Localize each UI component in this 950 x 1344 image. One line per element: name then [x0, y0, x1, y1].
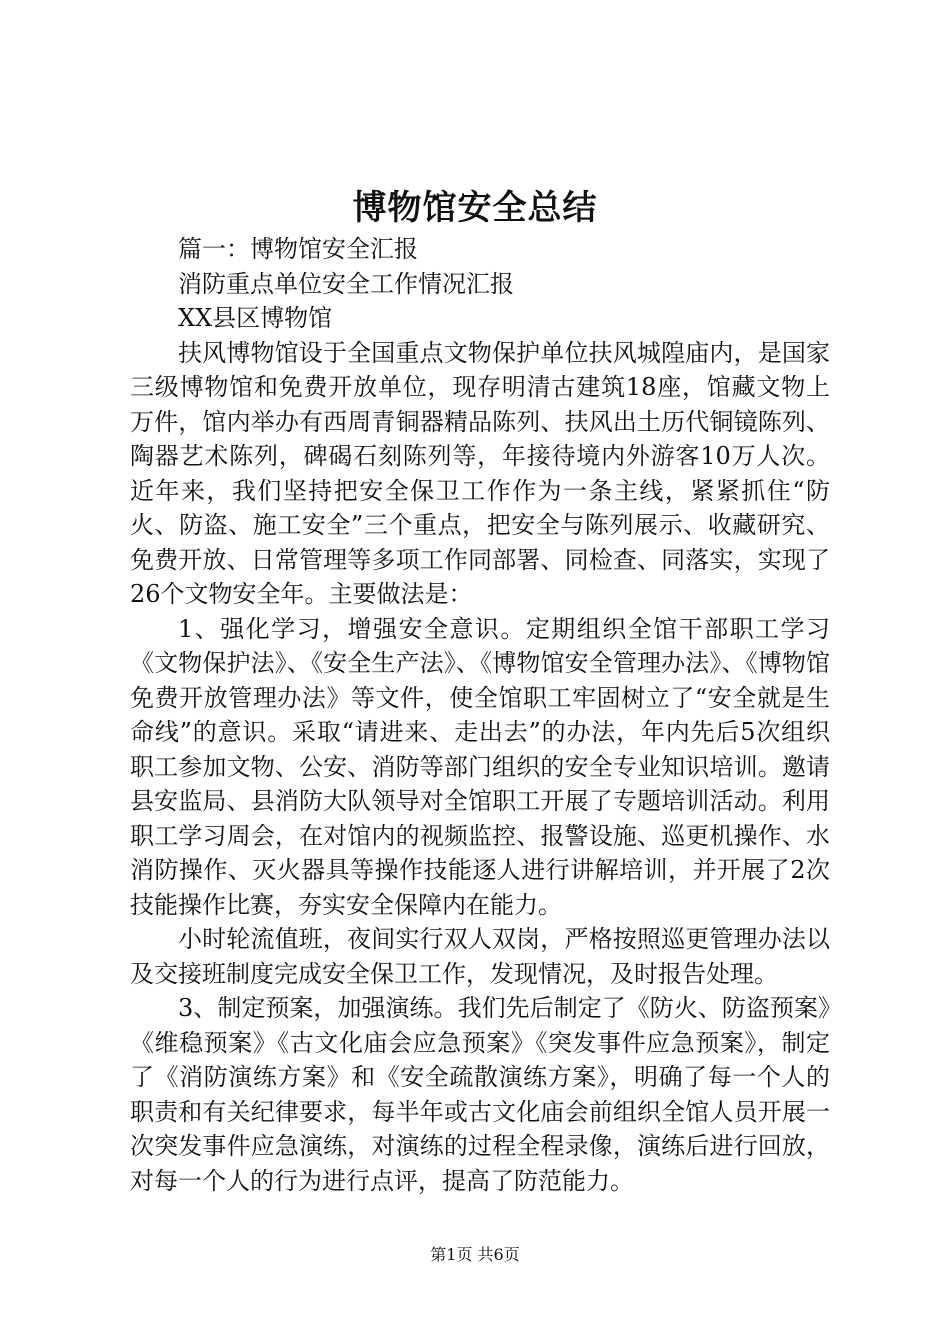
- document-body: [130, 232, 830, 1198]
- report-title: 消防重点单位安全工作情况汇报: [178, 269, 514, 298]
- paragraph-intro: 扶风博物馆设于全国重点文物保护单位扶风城隍庙内，是国家三级博物馆和免费开放单位，现存明清古建筑18座，馆藏文物上万件，馆内举办有西周青铜器精品陈列、扶风出土历代铜镜陈列、陶器艺术陈列，碑碣石刻陈列等，年接待境内外游客10万人次。近年来，我们坚持把安全保卫工作作为一条主线，紧紧抓住“防火、防盗、施工安全”三个重点，把安全与陈列展示、收藏研究、免费开放、日常管理等多项工作同部署、同检查、同落实，实现了26个文物安全年。主要做法是：: [130, 338, 830, 608]
- organization-name: XX县区博物馆: [178, 304, 333, 332]
- paragraph-training: 1、强化学习，增强安全意识。定期组织全馆干部职工学习《文物保护法》、《安全生产法》、《博物馆安全管理办法》、《博物馆免费开放管理办法》等文件，使全馆职工牢固树立了“安全就是生命线”的意识。采取“请进来、走出去”的办法，年内先后5次组织职工参加文物、公安、消防等部门组织的安全专业知识培训。邀请县安监局、县消防大队领导对全馆职工开展了专题培训活动。利用职工学习周会，在对馆内的视频监控、报警设施、巡更机操作、水消防操作、灭火器具等操作技能逐人进行讲解培训，并开展了2次技能操作比赛，夯实安全保障内在能力。: [130, 614, 830, 919]
- section-heading: 篇一：博物馆安全汇报: [178, 235, 418, 263]
- paragraph-drills: 3、制定预案，加强演练。我们先后制定了《防火、防盗预案》《维稳预案》《古文化庙会应急预案》《突发事件应急预案》，制定了《消防演练方案》和《安全疏散演练方案》，明确了每一个人的职责和有关纪律要求，每半年或古文化庙会前组织全馆人员开展一次突发事件应急演练，对演练的过程全程录像，演练后进行回放，对每一个人的行为进行点评，提高了防范能力。: [130, 994, 830, 1195]
- page-footer: 第1页 共6页: [430, 1245, 520, 1264]
- document-title: 博物馆安全总结: [352, 188, 598, 228]
- paragraph-duty: 小时轮流值班，夜间实行双人双岗，严格按照巡更管理办法以及交接班制度完成安全保卫工作，发现情况，及时报告处理。: [130, 925, 830, 988]
